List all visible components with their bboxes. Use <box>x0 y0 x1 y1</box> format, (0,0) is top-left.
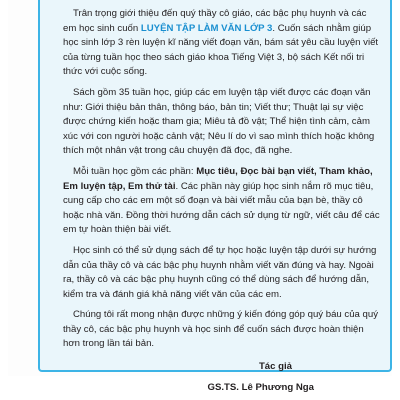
preface-paragraph-4: Học sinh có thể sử dụng sách để tự học hoặc luyện tập dưới sự hướng dẫn của thầy cô và các bậc phụ huynh nhằm viết văn đúng và hay. Ngoài ra, thầy cô và các bậc phụ huynh cũng có thể dùng sách để hướng dẫn, kiểm tra và đánh giá khả năng viết văn của các em. <box>63 244 377 300</box>
author-name: GS.TS. Lê Phương Nga <box>207 381 314 393</box>
paragraph-3-intro: Mỗi tuần học gồm các phần: <box>73 165 197 177</box>
preface-paragraph-3 <box>63 165 382 238</box>
signature-block <box>63 360 382 395</box>
section-list: Mục tiêu, Đọc bài bạn viết, Tham khảo, Em luyện tập, Em thử tài <box>63 165 373 192</box>
preface-panel <box>38 0 392 393</box>
book-title: LUYỆN TẬP LÀM VĂN LỚP 3 <box>140 22 273 34</box>
preface-paragraph-5: Chúng tôi rất mong nhận được những ý kiến đóng góp quý báu của quý thầy cô, các bậc phụ huynh và học sinh để cuốn sách được hoàn thiện hơn trong lần tái bản. <box>63 309 379 350</box>
preface-paragraph-2: Sách gồm 35 tuần học, giúp các em luyện tập viết được các đoạn văn như: Giới thiệu bản thân, thông báo, bản tin; Viết thư; Thuật lại sự việc được chứng kiến hoặc tham gia; Miêu tả đồ vật; Thể hiện tình cảm, cảm xúc với con người hoặc cảnh vật; Nêu lí do vì sao mình thích hoặc không thích một nhân vật trong câu chuyện đã đọc, đã nghe. <box>63 86 375 157</box>
author-role: Tác giả <box>258 361 292 373</box>
book-page <box>8 0 392 393</box>
paragraph-1-rest: . Cuốn sách nhằm giúp học sinh lớp 3 rèn luyện kĩ năng viết đoạn văn, bám sát yêu cầu luyện viết của từng tuần học theo sách giáo khoa Tiếng Việt 3, bộ sách Kết nối tri thức với cuộc sống. <box>63 22 379 78</box>
preface-paragraph-1 <box>63 7 382 80</box>
paragraph-1-intro: Trân trọng giới thiệu đến quý thầy cô giáo, các bậc phụ huynh và các em học sinh cuốn <box>63 8 367 34</box>
paragraph-3-rest: . Các phần này giúp học sinh nắm rõ mục tiêu, cung cấp cho các em một số đoạn và bài viết mẫu của bạn bè, thầy cô hoặc nhà văn. Đồng thời hướng dẫn cách sử dụng từ ngữ, viết câu để các em tự hoàn thiện bài viết. <box>63 180 380 236</box>
